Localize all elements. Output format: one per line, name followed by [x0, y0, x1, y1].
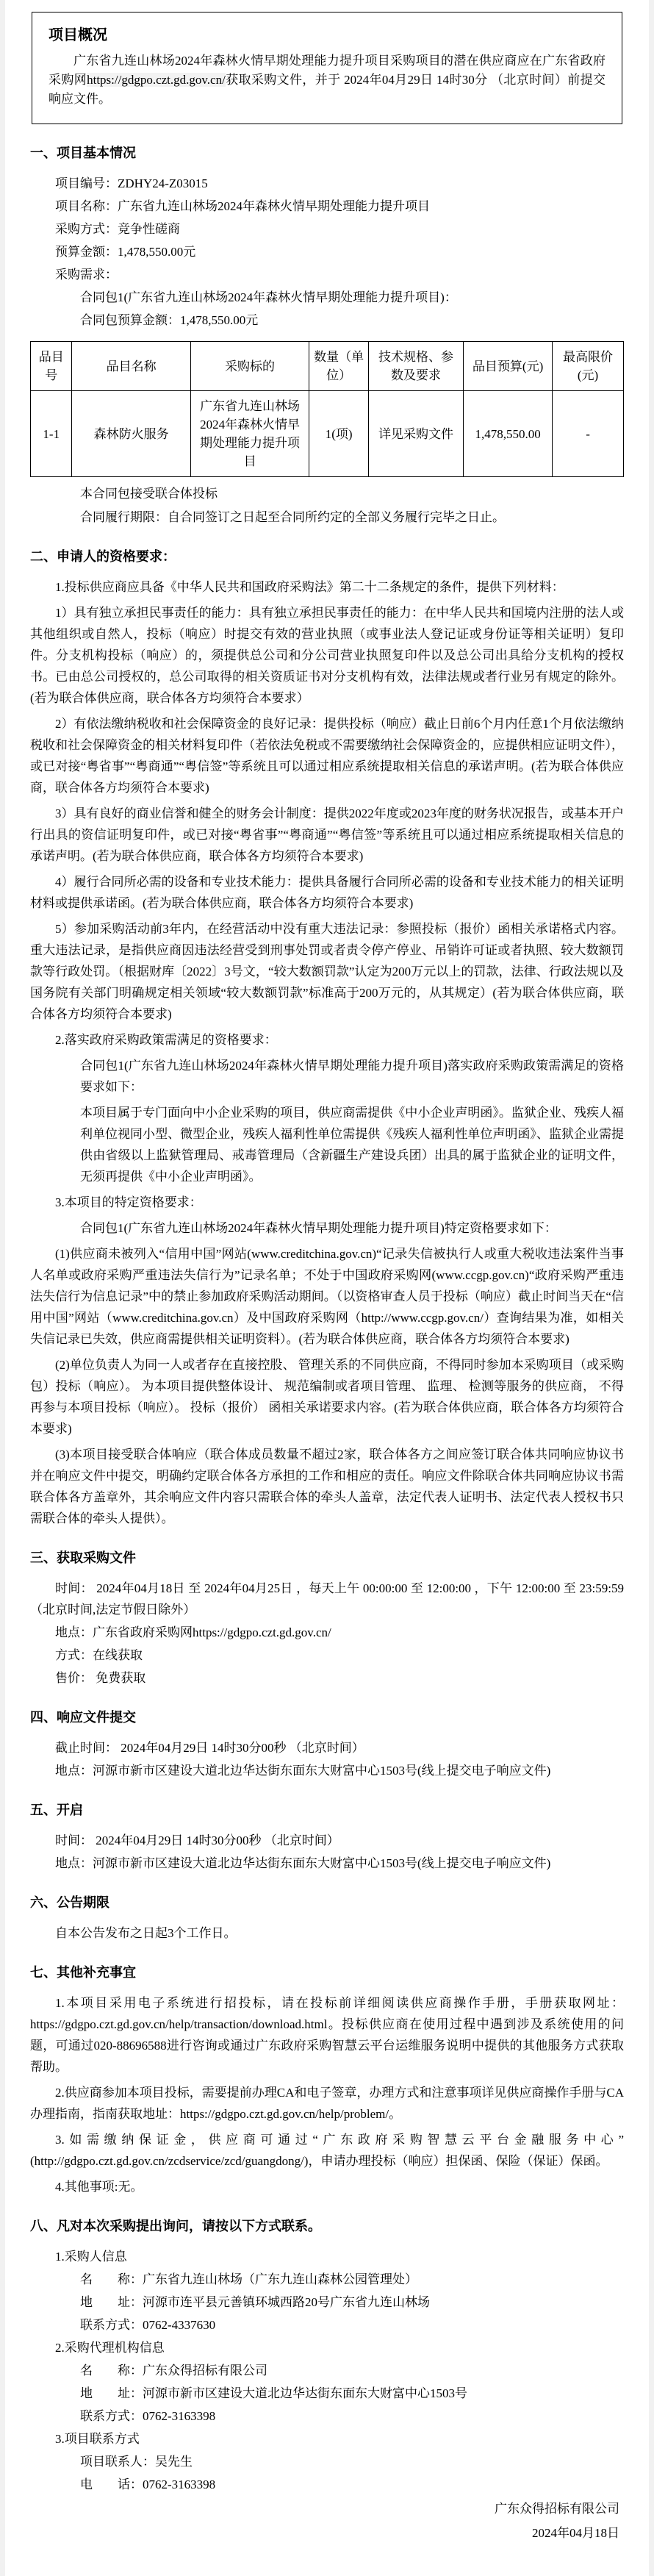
- procurement-announcement-page: [5, 0, 649, 2576]
- procurement-method: 采购方式：竞争性磋商: [55, 222, 180, 236]
- agent-name: 名 称：广东众得招标有限公司: [80, 2364, 267, 2378]
- project-contact-person: 项目联系人：吴先生: [80, 2455, 193, 2469]
- supplement-3: 3.如需缴纳保证金，供应商可通过“广东政府采购智慧云平台金融服务中心”(http://gdgpo.czt.gd.gov.cn/zcdservice/zcd/guangdong/)，申请办理投标（响应）担保函、保险（保证）保函。: [30, 2133, 624, 2168]
- qualification-rule-3-2: (2)单位负责人为同一人或者存在直接控股、 管理关系的不同供应商，不得同时参加本采购项目（或采购包）投标（响应）。 为本项目提供整体设计、 规范编制或者项目管理、 监理、 检测等服务的供应商， 不得再参与本项目投标（响应）。 投标（报价） 函相关承诺要求内容。(若为联合体供应商，联合体各方均须符合本要求): [30, 1358, 624, 1436]
- section-4-heading: 四、响应文件提交: [30, 1710, 136, 1725]
- project-contact-phone: 电 话：0762-3163398: [80, 2477, 216, 2491]
- qualification-rule-1-3: 3）具有良好的商业信誉和健全的财务会计制度：提供2022年度或2023年度的财务状况报告，或基本开户行出具的资信证明复印件，或已对接“粤省事”“粤商通”“粤信签”等系统且可以通过相应系统提取相关信息的承诺声明。(若为联合体供应商，联合体各方均须符合本要求): [30, 806, 624, 863]
- footer-company: 广东众得招标有限公司: [495, 2502, 619, 2516]
- header-subject: 采购标的: [190, 342, 309, 391]
- section-1-heading: 一、项目基本情况: [30, 146, 136, 160]
- contract-package-budget: 合同包预算金额：1,478,550.00元: [80, 313, 259, 327]
- agent-info-title: 2.采购代理机构信息: [55, 2341, 165, 2355]
- buyer-name: 名 称：广东省九连山林场（广东九连山森林公园管理处）: [80, 2272, 417, 2286]
- project-contact-title: 3.项目联系方式: [55, 2432, 140, 2446]
- supplement-4: 4.其他事项:无。: [55, 2180, 143, 2194]
- qualification-rule-3-3: (3)本项目接受联合体响应（联合体成员数量不超过2家，联合体各方之间应签订联合体共同响应协议书并在响应文件中提交，明确约定联合体各方承担的工作和相应的责任。响应文件除联合体共同响应协议书需联合体各方盖章外，其余响应文件内容只需联合体的牵头人盖章，法定代表人证明书、法定代表人授权书只需联合体的牵头人提供）。: [30, 1448, 624, 1525]
- cell-quantity: 1(项): [309, 391, 369, 477]
- section-5-heading: 五、开启: [30, 1803, 83, 1817]
- qualification-rule-1-4: 4）履行合同所必需的设备和专业技术能力：提供具备履行合同所必需的设备和专业技术能力的相关证明材料或提供承诺函。(若为联合体供应商，联合体各方均须符合本要求): [30, 875, 624, 910]
- opening-place: 地点：河源市新市区建设大道北边华达街东面东大财富中心1503号(线上提交电子响应文件): [55, 1856, 551, 1870]
- doc-obtain-price: 售价： 免费获取: [55, 1671, 146, 1685]
- cell-item-budget: 1,478,550.00: [464, 391, 553, 477]
- overview-deadline-text: 获取采购文件，并于 2024年04月29日 14时30分 （北京时间）前提交响应文件。: [48, 73, 606, 106]
- announcement-period: 自本公告发布之日起3个工作日。: [55, 1926, 237, 1940]
- overview-intro-text: 广东省九连山林场2024年森林火情早期处理能力提升项目采购项目的潜在供应商应在广东省政府采购网: [48, 54, 606, 87]
- agent-phone: 联系方式：0762-3163398: [80, 2409, 216, 2423]
- table-row: [31, 391, 624, 477]
- header-quantity: 数量（单位）: [309, 342, 369, 391]
- buyer-info-title: 1.采购人信息: [55, 2250, 127, 2264]
- supplement-2: 2.供应商参加本项目投标，需要提前办理CA和电子签章，办理方式和注意事项详见供应商操作手册与CA办理指南，指南获取地址：https://gdgpo.czt.gd.gov.cn/help/problem/。: [30, 2086, 624, 2121]
- header-item-budget: 品目预算(元): [464, 342, 553, 391]
- section-8-heading: 八、凡对本次采购提出询问，请按以下方式联系。: [30, 2219, 321, 2233]
- opening-time: 时间： 2024年04月29日 14时30分00秒 （北京时间）: [55, 1833, 339, 1847]
- qualification-rule-3-intro: 合同包1(广东省九连山林场2024年森林火情早期处理能力提升项目)特定资格要求如下：: [80, 1221, 557, 1235]
- procurement-items-table: [30, 341, 624, 477]
- joint-bid-note: 本合同包接受联合体投标: [80, 487, 218, 501]
- qualification-rule-1-2: 2）有依法缴纳税收和社会保障资金的良好记录：提供投标（响应）截止日前6个月内任意1个月依法缴纳税收和社会保障资金的相关材料复印件（若依法免税或不需要缴纳社会保障资金的，应提供相应证明文件），或已对接“粤省事”“粤商通”“粤信签”等系统且可以通过相应系统提取相关信息的承诺声明。(若为联合体供应商，联合体各方均须符合本要求): [30, 717, 624, 795]
- cell-max-price: -: [553, 391, 624, 477]
- header-item-name: 品目名称: [72, 342, 190, 391]
- footer-date: 2024年04月18日: [532, 2526, 619, 2540]
- table-header-row: [31, 342, 624, 391]
- header-max-price: 最高限价(元): [553, 342, 624, 391]
- section-6-heading: 六、公告期限: [30, 1895, 109, 1910]
- qualification-rule-3: 3.本项目的特定资格要求：: [55, 1195, 202, 1209]
- qualification-rule-1-5: 5）参加采购活动前3年内，在经营活动中没有重大违法记录：参照投标（报价）函相关承诺格式内容。 重大违法记录，是指供应商因违法经营受到刑事处罚或者责令停产停业、吊销许可证或者执照、较大数额罚款等行政处罚。（根据财库〔2022〕3号文，“较大数额罚款”认定为200万元以上的罚款，法律、行政法规以及国务院有关部门明确规定相关领域“较大数额罚款”标准高于200万元的，从其规定）(若为联合体供应商，联合体各方均须符合本要求): [30, 922, 624, 1021]
- qualification-rule-1: 1.投标供应商应具备《中华人民共和国政府采购法》第二十二条规定的条件，提供下列材料：: [55, 580, 564, 594]
- header-spec: 技术规格、参数及要求: [368, 342, 463, 391]
- qualification-rule-2-body: 本项目属于专门面向中小企业采购的项目，供应商需提供《中小企业声明函》。监狱企业、残疾人福利单位视同小型、微型企业，残疾人福利性单位需提供《残疾人福利性单位声明函》、监狱企业需提供由省级以上监狱管理局、戒毒管理局（含新疆生产建设兵团）出具的属于监狱企业的证明文件，无须再提供《中小企业声明函》。: [80, 1106, 624, 1184]
- procurement-demand-label: 采购需求：: [55, 268, 118, 282]
- project-overview-box: [32, 12, 622, 124]
- contract-package-title: 合同包1(广东省九连山林场2024年森林火情早期处理能力提升项目)：: [80, 290, 457, 304]
- qualification-rule-2: 2.落实政府采购政策需满足的资格要求：: [55, 1033, 277, 1047]
- qualification-rule-3-1: (1)供应商未被列入“信用中国”网站(www.creditchina.gov.cn)“记录失信被执行人或重大税收违法案件当事人名单或政府采购严重违法失信行为”记录名单；不处于中国政府采购网(www.ccgp.gov.cn)“政府采购严重违法失信行为信息记录”中的禁止参加政府采购活动期间。（以资格审查人员于投标（响应）截止时间当天在“信用中国”网站（www.creditchina.gov.cn）及中国政府采购网（http://www.ccgp.gov.cn/）查询结果为准，如相关失信记录已失效，供应商需提供相关证明资料）。(若为联合体供应商，联合体各方均须符合本要求): [30, 1247, 624, 1346]
- agent-address: 地 址：河源市新市区建设大道北边华达街东面东大财富中心1503号: [80, 2386, 467, 2400]
- section-2-heading: 二、申请人的资格要求：: [30, 549, 176, 564]
- overview-title: 项目概况: [48, 27, 107, 43]
- procurement-site-url: https://gdgpo.czt.gd.gov.cn/: [87, 73, 226, 87]
- submission-place: 地点：河源市新市区建设大道北边华达街东面东大财富中心1503号(线上提交电子响应文件): [55, 1764, 551, 1778]
- doc-obtain-time: 时间： 2024年04月18日 至 2024年04月25日 ，每天上午 00:00:00 至 12:00:00 ，下午 12:00:00 至 23:59:59（北京时间,法定节假日除外）: [30, 1581, 624, 1617]
- buyer-phone: 联系方式：0762-4337630: [80, 2318, 216, 2332]
- budget-amount: 预算金额：1,478,550.00元: [55, 245, 196, 259]
- cell-spec: 详见采购文件: [368, 391, 463, 477]
- submission-deadline: 截止时间： 2024年04月29日 14时30分00秒 （北京时间）: [55, 1741, 364, 1755]
- section-3-heading: 三、获取采购文件: [30, 1550, 136, 1565]
- project-number: 项目编号：ZDHY24-Z03015: [55, 176, 208, 190]
- cell-subject: 广东省九连山林场2024年森林火情早期处理能力提升项目: [190, 391, 309, 477]
- contract-duration: 合同履行期限：自合同签订之日起至合同所约定的全部义务履行完毕之日止。: [80, 510, 505, 524]
- overview-paragraph: [48, 51, 606, 109]
- buyer-address: 地 址：河源市连平县元善镇环城西路20号广东省九连山林场: [80, 2295, 430, 2309]
- cell-item-no: 1-1: [31, 391, 72, 477]
- project-name: 项目名称：广东省九连山林场2024年森林火情早期处理能力提升项目: [55, 199, 430, 213]
- doc-obtain-place: 地点：广东省政府采购网https://gdgpo.czt.gd.gov.cn/: [55, 1625, 331, 1639]
- doc-obtain-method: 方式：在线获取: [55, 1648, 143, 1662]
- qualification-rule-2-intro: 合同包1(广东省九连山林场2024年森林火情早期处理能力提升项目)落实政府采购政策需满足的资格要求如下：: [80, 1059, 624, 1094]
- supplement-1: 1.本项目采用电子系统进行招投标，请在投标前详细阅读供应商操作手册，手册获取网址：https://gdgpo.czt.gd.gov.cn/help/transaction/download.html。投标供应商在使用过程中遇到涉及系统使用的问题，可通过020-88696588进行咨询或通过广东政府采购智慧云平台运维服务说明中提供的其他服务方式获取帮助。: [30, 1996, 624, 2074]
- header-item-no: 品目号: [31, 342, 72, 391]
- section-7-heading: 七、其他补充事宜: [30, 1965, 136, 1980]
- qualification-rule-1-1: 1）具有独立承担民事责任的能力：具有独立承担民事责任的能力：在中华人民共和国境内注册的法人或其他组织或自然人，投标（响应）时提交有效的营业执照（或事业法人登记证或身份证等相关证明）复印件。分支机构投标（响应）的，须提供总公司和分公司营业执照复印件以及总公司出具给分支机构的授权书。已由总公司授权的，总公司取得的相关资质证书对分支机构有效，法律法规或者行业另有规定的除外。(若为联合体供应商，联合体各方均须符合本要求）: [30, 606, 624, 705]
- cell-item-name: 森林防火服务: [72, 391, 190, 477]
